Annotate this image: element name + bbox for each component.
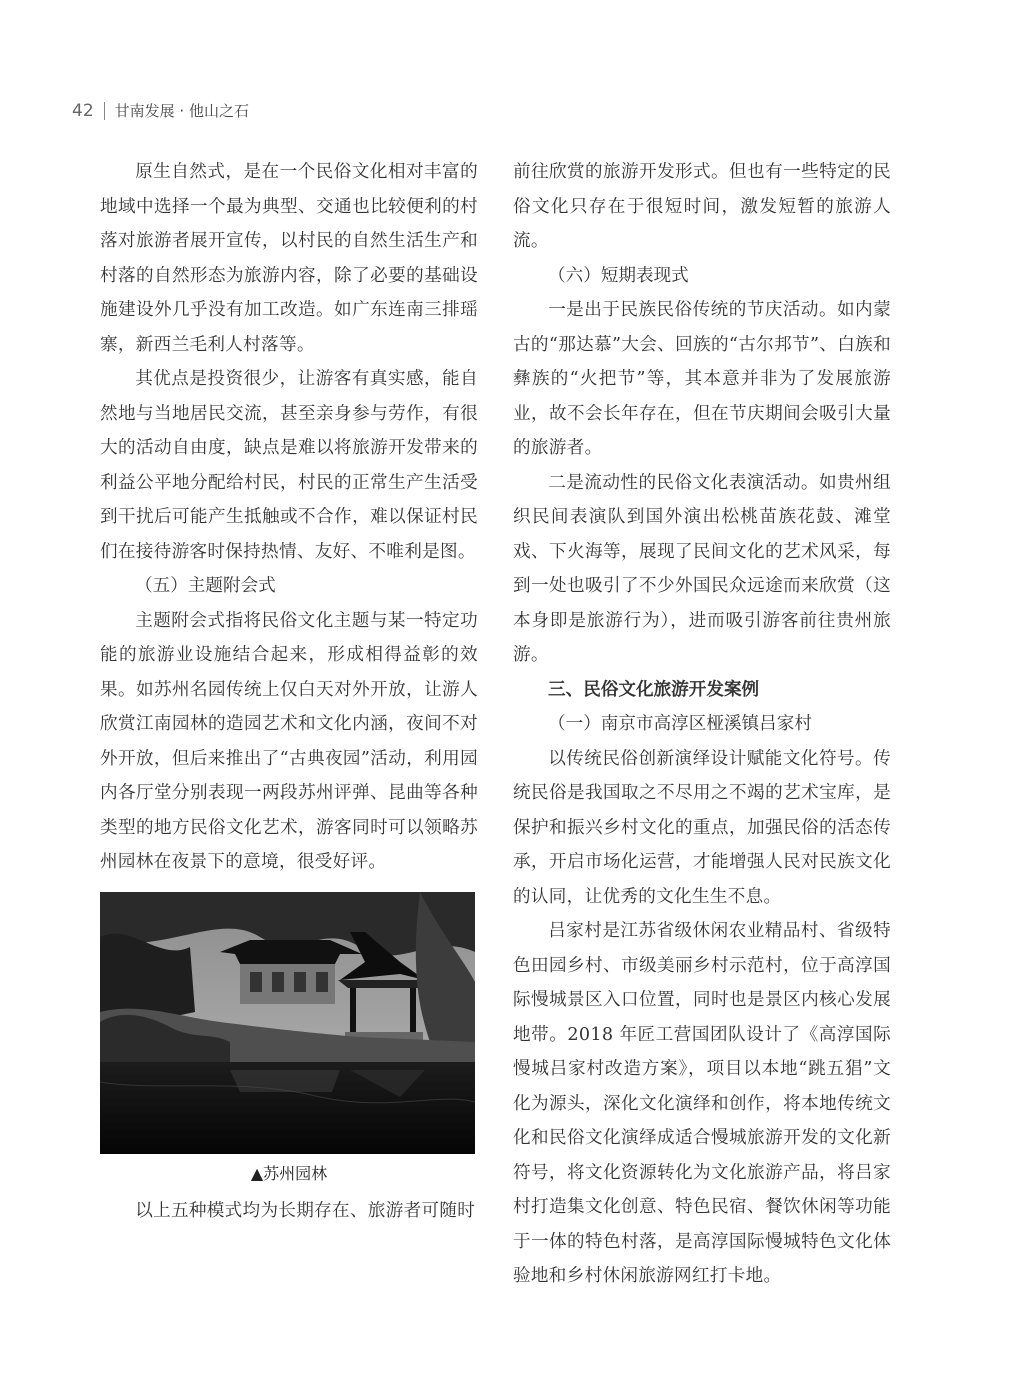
section-title: 甘南发展 · 他山之石 (114, 102, 249, 120)
paragraph: 原生自然式，是在一个民俗文化相对丰富的地域中选择一个最为典型、交通也比较便利的村落对旅游者展开宣传，以村民的自然生活生产和村落的自然形态为旅游内容，除了必要的基础设施建设外几乎没有加工改造。如广东连南三排瑶寨，新西兰毛利人村落等。 (100, 162, 478, 355)
paragraph: 二是流动性的民俗文化表演活动。如贵州组织民间表演队到国外演出松桃苗族花鼓、滩堂戏、下火海等，展现了民间文化的艺术风采，每到一处也吸引了不少外国民众远途而来欣赏（这本身即是旅游行为），进而吸引游客前往贵州旅游。 (513, 472, 891, 665)
right-column (513, 155, 891, 1294)
paragraph: 以上五种模式均为长期存在、旅游者可随时 (135, 1200, 476, 1221)
left-column (100, 155, 478, 1228)
section-heading: 三、民俗文化旅游开发案例 (548, 679, 760, 700)
garden-photo (100, 892, 475, 1154)
garden-photo-image (100, 892, 475, 1154)
paragraph: 吕家村是江苏省级休闲农业精品村、省级特色田园乡村、市级美丽乡村示范村，位于高淳国际慢城景区入口位置，同时也是景区内核心发展地带。2018 年匠工营国团队设计了《高淳国际慢城吕家村改造方案》，项目以本地“跳五猖”文化为源头，深化文化演绎和创作，将本地传统文化和民俗文化演绎成适合慢城旅游开发的文化新符号，将文化资源转化为文化旅游产品，将吕家村打造集文化创意、特色民宿、餐饮休闲等功能于一体的特色村落，是高淳国际慢城特色文化体验地和乡村休闲旅游网红打卡地。 (513, 921, 891, 1286)
paragraph: 一是出于民族民俗传统的节庆活动。如内蒙古的“那达慕”大会、回族的“古尔邦节”、白族和彝族的“火把节”等，其本意并非为了发展旅游业，故不会长年存在，但在节庆期间会吸引大量的旅游者。 (513, 300, 891, 458)
photo-caption: ▲苏州园林 (250, 1163, 328, 1183)
paragraph: 主题附会式指将民俗文化主题与某一特定功能的旅游业设施结合起来，形成相得益彰的效果。如苏州名园传统上仅白天对外开放，让游人欣赏江南园林的造园艺术和文化内涵，夜间不对外开放，但后来推出了“古典夜园”活动，利用园内各厅堂分别表现一两段苏州评弹、昆曲等各种类型的地方民俗文化艺术，游客同时可以领略苏州园林在夜景下的意境，很受好评。 (100, 610, 478, 872)
paragraph: 以传统民俗创新演绎设计赋能文化符号。传统民俗是我国取之不尽用之不竭的艺术宝库，是保护和振兴乡村文化的重点，加强民俗的活态传承，开启市场化运营，才能增强人民对民族文化的认同，让优秀的文化生生不息。 (513, 748, 891, 907)
subheading: （一）南京市高淳区桠溪镇吕家村 (548, 714, 812, 734)
running-header (72, 100, 249, 121)
page-number: 42 (72, 100, 94, 121)
subheading: （五）主题附会式 (135, 576, 276, 596)
subheading: （六）短期表现式 (548, 265, 689, 286)
paragraph: 其优点是投资很少，让游客有真实感，能自然地与当地居民交流，甚至亲身参与劳作，有很大的活动自由度，缺点是难以将旅游开发带来的利益公平地分配给村民，村民的正常生产生活受到干扰后可能产生抵触或不合作，难以保证村民们在接待游客时保持热情、友好、不唯利是图。 (100, 369, 478, 562)
header-divider (104, 102, 105, 120)
paragraph: 前往欣赏的旅游开发形式。但也有一些特定的民俗文化只存在于很短时间，激发短暂的旅游人流。 (513, 162, 891, 251)
